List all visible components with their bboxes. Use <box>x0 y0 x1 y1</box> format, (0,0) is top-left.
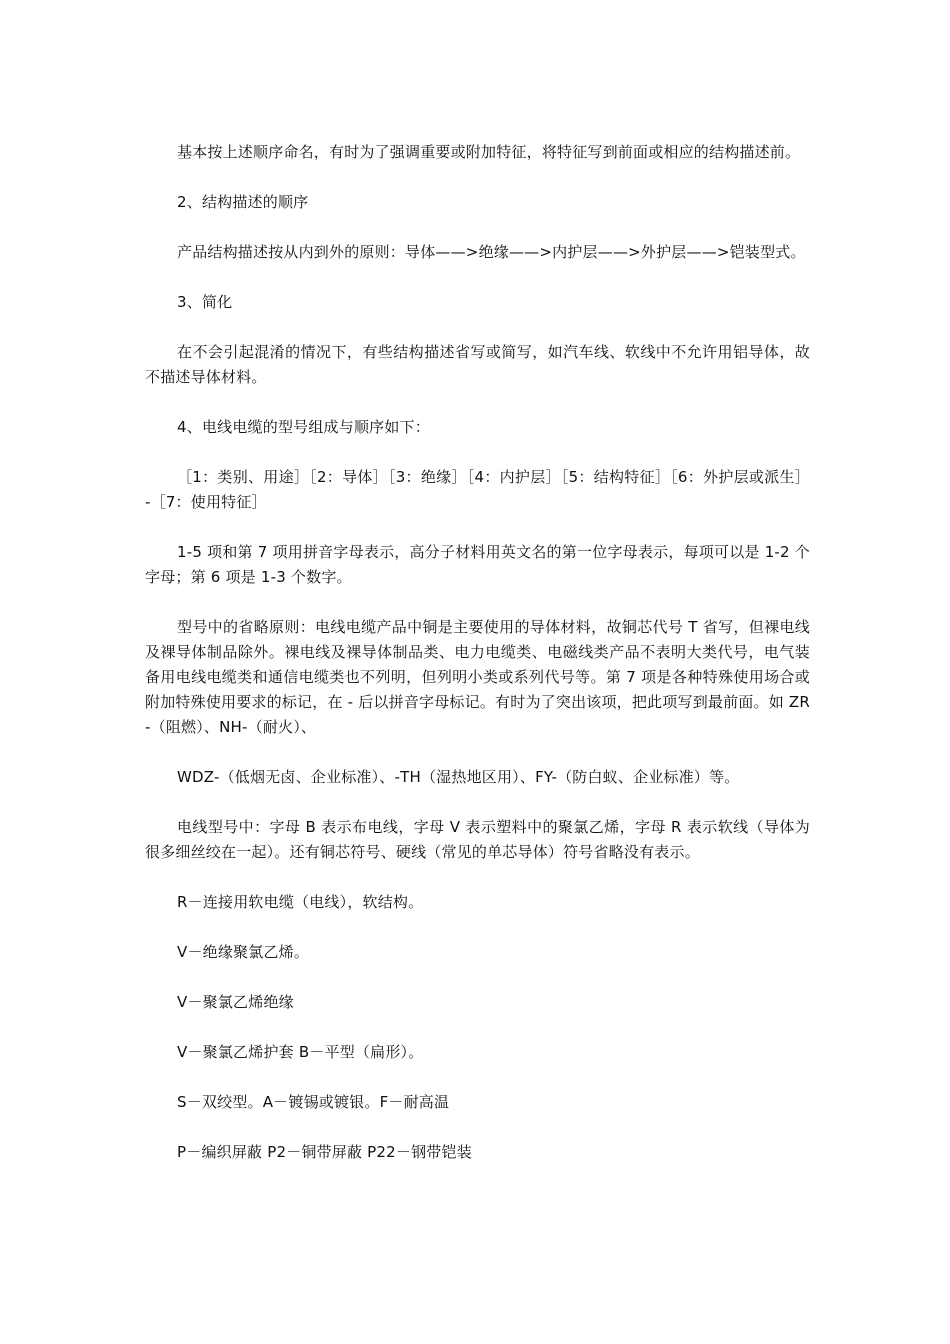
document-page <box>145 140 810 1165</box>
paragraph-structure-principle: 产品结构描述按从内到外的原则：导体——>绝缘——>内护层——>外护层——>铠装型式。 <box>177 243 806 261</box>
paragraph-special-marks: WDZ-（低烟无卤、企业标准）、-TH（湿热地区用）、FY-（防白蚁、企业标准）等。 <box>177 768 740 786</box>
heading-model-composition: 4、电线电缆的型号组成与顺序如下： <box>177 418 430 436</box>
paragraph-naming-order: 基本按上述顺序命名，有时为了强调重要或附加特征，将特征写到前面或相应的结构描述前。 <box>177 143 801 161</box>
list-item-v-insulation: V－绝缘聚氯乙烯。 <box>177 943 310 961</box>
paragraph-omission-principle: 型号中的省略原则：电线电缆产品中铜是主要使用的导体材料，故铜芯代号 T 省写，但裸电线及裸导体制品除外。裸电线及裸导体制品类、电力电缆类、电磁线类产品不表明大类代号，电气装备用电线电缆类和通信电缆类也不列明，但列明小类或系列代号等。第 7 项是各种特殊使用场合或附加特殊使用要求的标记，在 - 后以拼音字母标记。有时为了突出该项，把此项写到最前面。如 ZR-（阻燃）、NH-（耐火）、 <box>145 618 810 736</box>
heading-structure-order: 2、结构描述的顺序 <box>177 193 309 211</box>
paragraph-model-items: ［1：类别、用途］［2：导体］［3：绝缘］［4：内护层］［5：结构特征］［6：外护层或派生］-［7：使用特征］ <box>145 468 810 511</box>
list-item-v-pvc-insulation: V－聚氯乙烯绝缘 <box>177 993 294 1011</box>
list-item-v-sheath-b: V－聚氯乙烯护套 B－平型（扁形）。 <box>177 1043 424 1061</box>
list-item-s-a-f: S－双绞型。A－镀锡或镀银。F－耐高温 <box>177 1093 450 1111</box>
heading-simplification: 3、简化 <box>177 293 233 311</box>
paragraph-wire-letters: 电线型号中：字母 B 表示布电线，字母 V 表示塑料中的聚氯乙烯，字母 R 表示软线（导体为很多细丝绞在一起）。还有铜芯符号、硬线（常见的单芯导体）符号省略没有表示。 <box>145 818 810 861</box>
list-item-r: R－连接用软电缆（电线），软结构。 <box>177 893 424 911</box>
paragraph-simplification: 在不会引起混淆的情况下，有些结构描述省写或简写，如汽车线、软线中不允许用铝导体，故不描述导体材料。 <box>145 343 810 386</box>
list-item-p-shielding: P－编织屏蔽 P2－铜带屏蔽 P22－钢带铠装 <box>177 1143 472 1161</box>
paragraph-letter-rules: 1-5 项和第 7 项用拼音字母表示，高分子材料用英文名的第一位字母表示，每项可以是 1-2 个字母；第 6 项是 1-3 个数字。 <box>145 543 810 586</box>
